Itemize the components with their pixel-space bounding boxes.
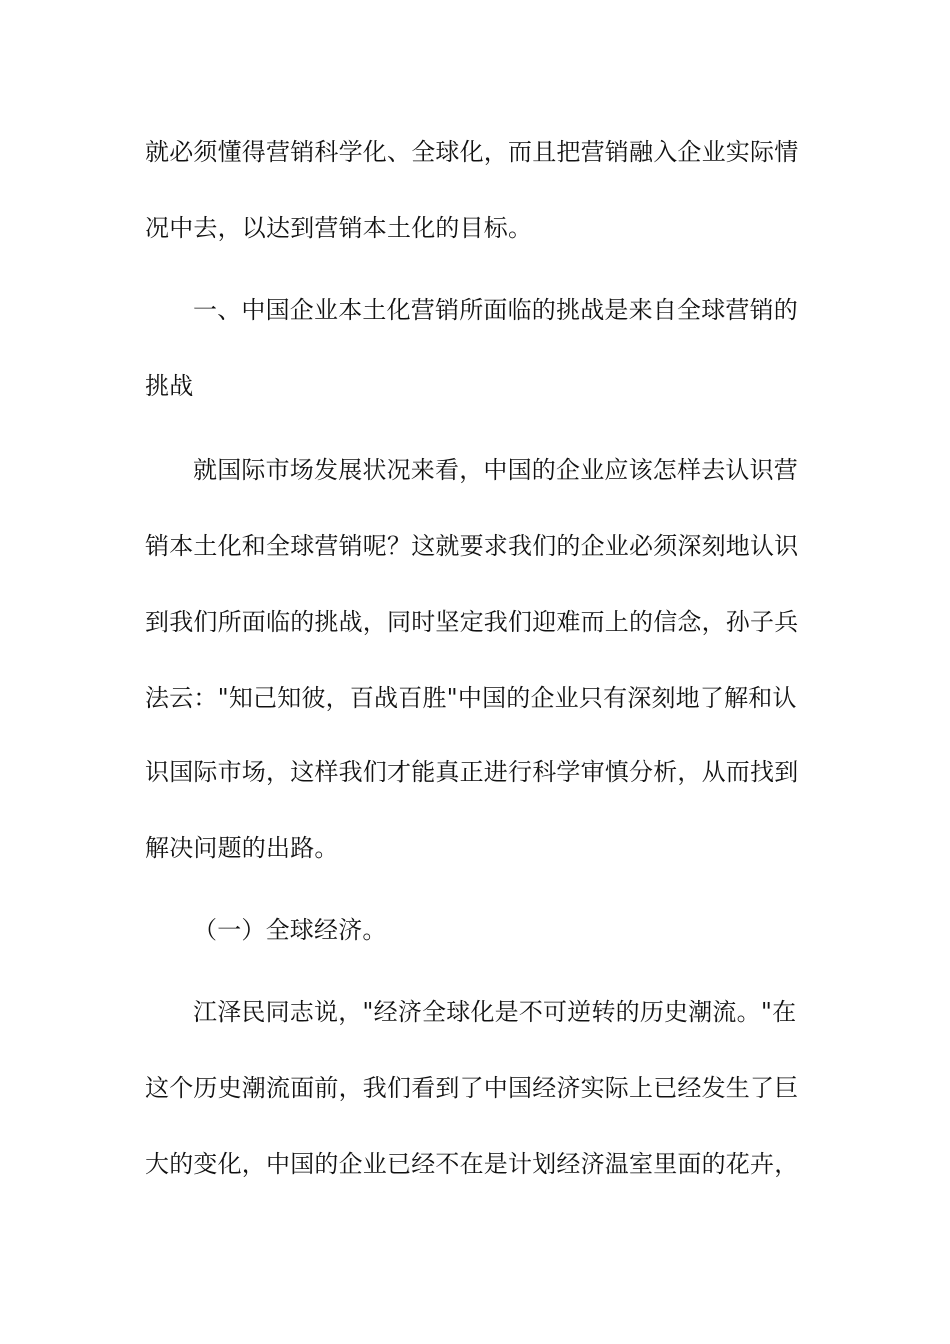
text-line: 到我们所面临的挑战，同时坚定我们迎难而上的信念，孙子兵	[145, 608, 799, 636]
section-heading-continuation: 挑战	[145, 372, 194, 400]
section-heading: 一、中国企业本土化营销所面临的挑战是来自全球营销的	[193, 296, 798, 324]
text-line: 法云："知己知彼，百战百胜"中国的企业只有深刻地了解和认	[145, 684, 797, 712]
text-line: 解决问题的出路。	[145, 834, 339, 862]
text-line: 识国际市场，这样我们才能真正进行科学审慎分析，从而找到	[145, 758, 799, 786]
subsection-heading: （一）全球经济。	[193, 916, 387, 944]
text-line: 就国际市场发展状况来看，中国的企业应该怎样去认识营	[193, 456, 798, 484]
text-line: 就必须懂得营销科学化、全球化，而且把营销融入企业实际情	[145, 138, 799, 166]
text-line: 这个历史潮流面前，我们看到了中国经济实际上已经发生了巨	[145, 1074, 799, 1102]
text-line: 况中去，以达到营销本土化的目标。	[145, 214, 533, 242]
text-line: 大的变化，中国的企业已经不在是计划经济温室里面的花卉，	[145, 1150, 799, 1178]
text-line: 销本土化和全球营销呢？这就要求我们的企业必须深刻地认识	[145, 532, 799, 560]
text-line: 江泽民同志说，"经济全球化是不可逆转的历史潮流。"在	[193, 998, 797, 1026]
